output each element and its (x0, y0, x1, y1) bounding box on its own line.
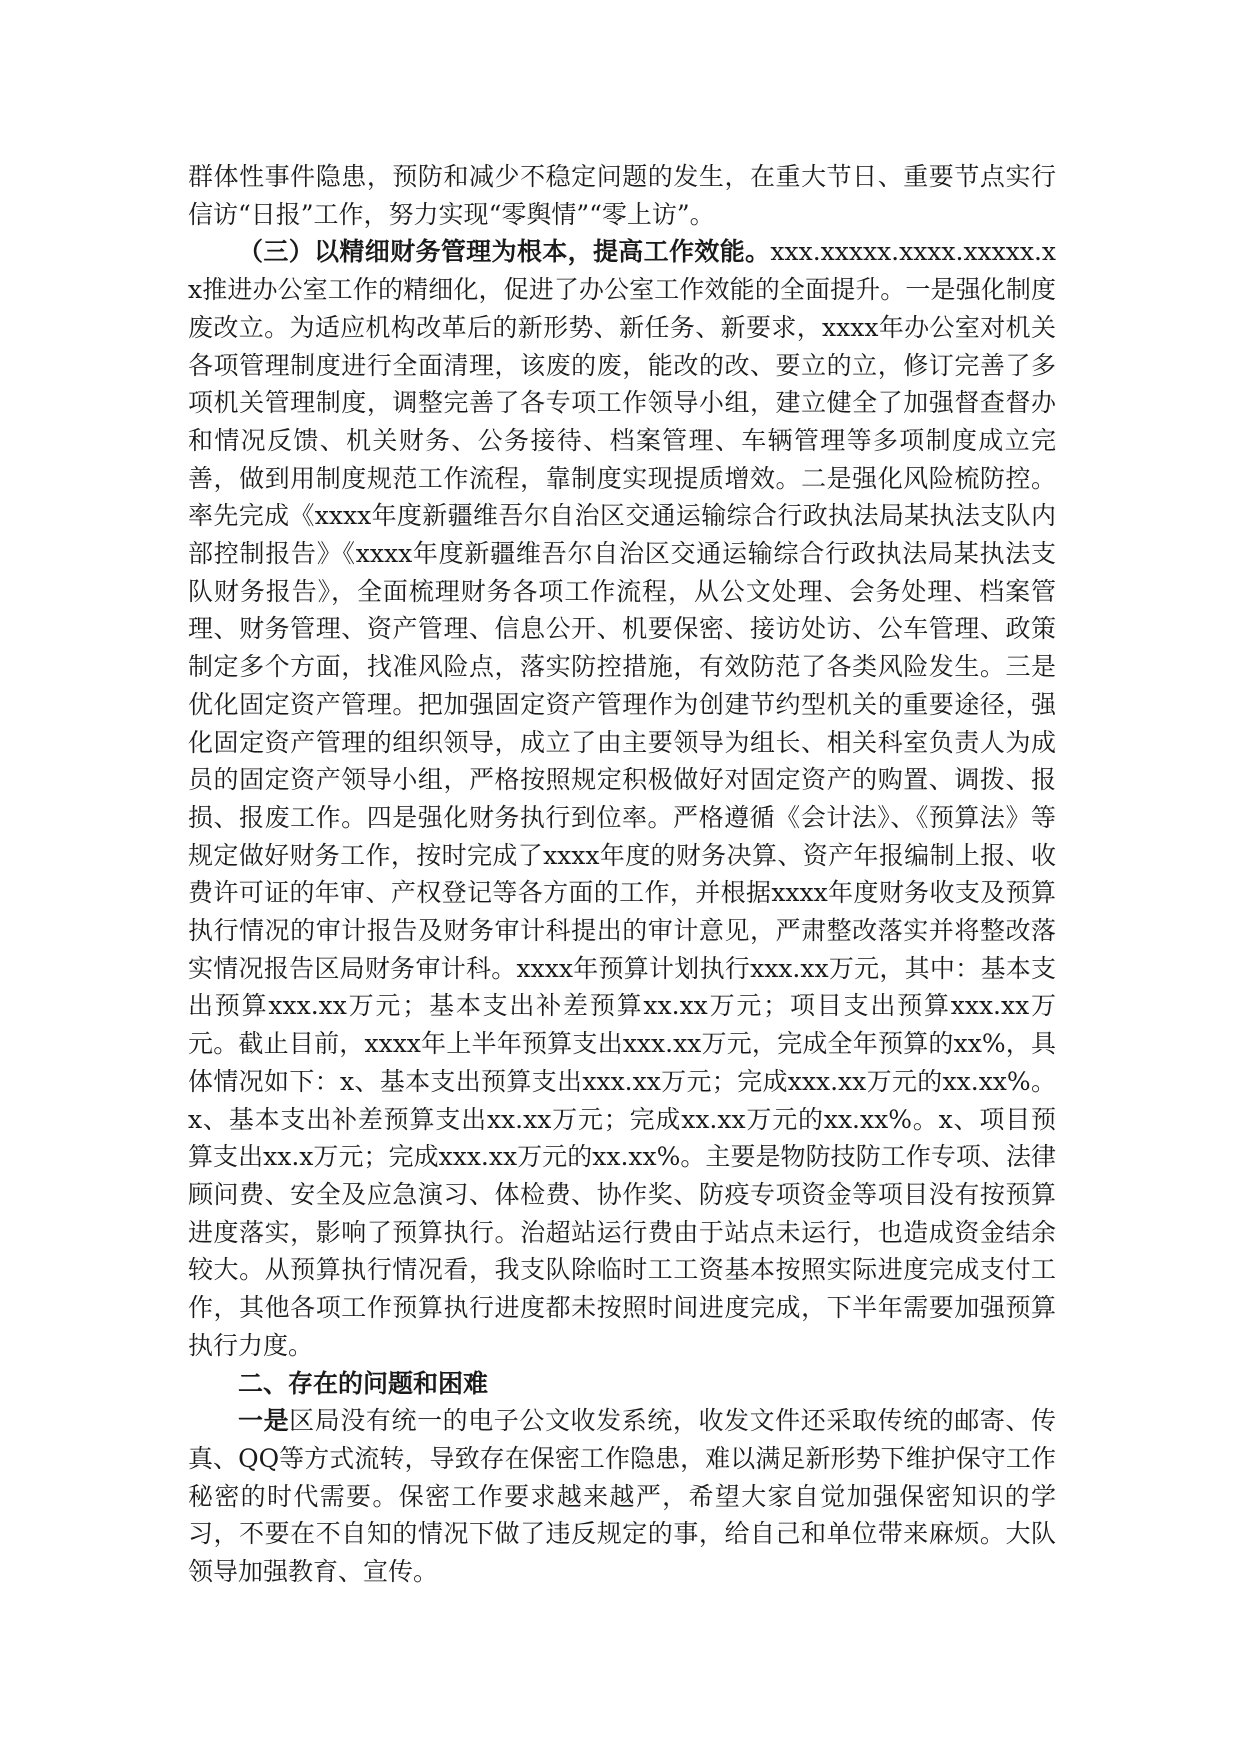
problem-1-paragraph (188, 1402, 1056, 1591)
section-3-paragraph (188, 233, 1056, 1364)
section-3-lead: （三）以精细财务管理为根本，提高工作效能。 (238, 237, 771, 267)
continuation-paragraph (188, 158, 1056, 233)
section-3-body: xxx.xxxxx.xxxx.xxxxx.xx推进办公室工作的精细化，促进了办公室工作效能的全面提升。一是强化制度废改立。为适应机构改革后的新形势、新任务、新要求，xxxx年办公室对机关各项管理制度进行全面清理，该废的废，能改的改、要立的立，修订完善了多项机关管理制度，调整完善了各专项工作领导小组，建立健全了加强督查督办和情况反馈、机关财务、公务接待、档案管理、车辆管理等多项制度成立完善，做到用制度规范工作流程，靠制度实现提质增效。二是强化风险梳防控。率先完成《xxxx年度新疆维吾尔自治区交通运输综合行政执法局某执法支队内部控制报告》《xxxx年度新疆维吾尔自治区交通运输综合行政执法局某执法支队财务报告》，全面梳理财务各项工作流程，从公文处理、会务处理、档案管理、财务管理、资产管理、信息公开、机要保密、接访处访、公车管理、政策制定多个方面，找准风险点，落实防控措施，有效防范了各类风险发生。三是优化固定资产管理。把加强固定资产管理作为创建节约型机关的重要途径，强化固定资产管理的组织领导，成立了由主要领导为组长、相关科室负责人为成员的固定资产领导小组，严格按照规定积极做好对固定资产的购置、调拨、报损、报废工作。四是强化财务执行到位率。严格遵循《会计法》、《预算法》等规定做好财务工作，按时完成了xxxx年度的财务决算、资产年报编制上报、收费许可证的年审、产权登记等各方面的工作，并根据xxxx年度财务收支及预算执行情况的审计报告及财务审计科提出的审计意见，严肃整改落实并将整改落实情况报告区局财务审计科。xxxx年预算计划执行xxx.xx万元，其中：基本支出预算xxx.xx万元；基本支出补差预算xx.xx万元；项目支出预算xxx.xx万元。截止目前，xxxx年上半年预算支出xxx.xx万元，完成全年预算的xx%，具体情况如下：x、基本支出预算支出xxx.xx万元；完成xxx.xx万元的xx.xx%。x、基本支出补差预算支出xx.xx万元；完成xx.xx万元的xx.xx%。x、项目预算支出xx.x万元；完成xxx.xx万元的xx.xx%。主要是物防技防工作专项、法律顾问费、安全及应急演习、体检费、协作奖、防疫专项资金等项目没有按预算进度落实，影响了预算执行。治超站运行费由于站点未运行，也造成资金结余较大。从预算执行情况看，我支队除临时工工资基本按照实际进度完成支付工作，其他各项工作预算执行进度都未按照时间进度完成，下半年需要加强预算执行力度。 (188, 237, 1056, 1360)
problem-1-lead: 一是 (238, 1406, 290, 1436)
continuation-text: 群体性事件隐患，预防和减少不稳定问题的发生，在重大节日、重要节点实行信访“日报”工作，努力实现“零舆情”“零上访”。 (188, 162, 1056, 229)
document-body (188, 158, 1056, 1591)
section-heading-problems: 二、存在的问题和困难 (238, 1368, 489, 1398)
problem-1-body: 区局没有统一的电子公文收发系统，收发文件还采取传统的邮寄、传真、QQ等方式流转，导致存在保密工作隐患，难以满足新形势下维护保守工作秘密的时代需要。保密工作要求越来越严，希望大家自觉加强保密知识的学习，不要在不自知的情况下做了违反规定的事，给自己和单位带来麻烦。大队领导加强教育、宣传。 (188, 1406, 1056, 1587)
